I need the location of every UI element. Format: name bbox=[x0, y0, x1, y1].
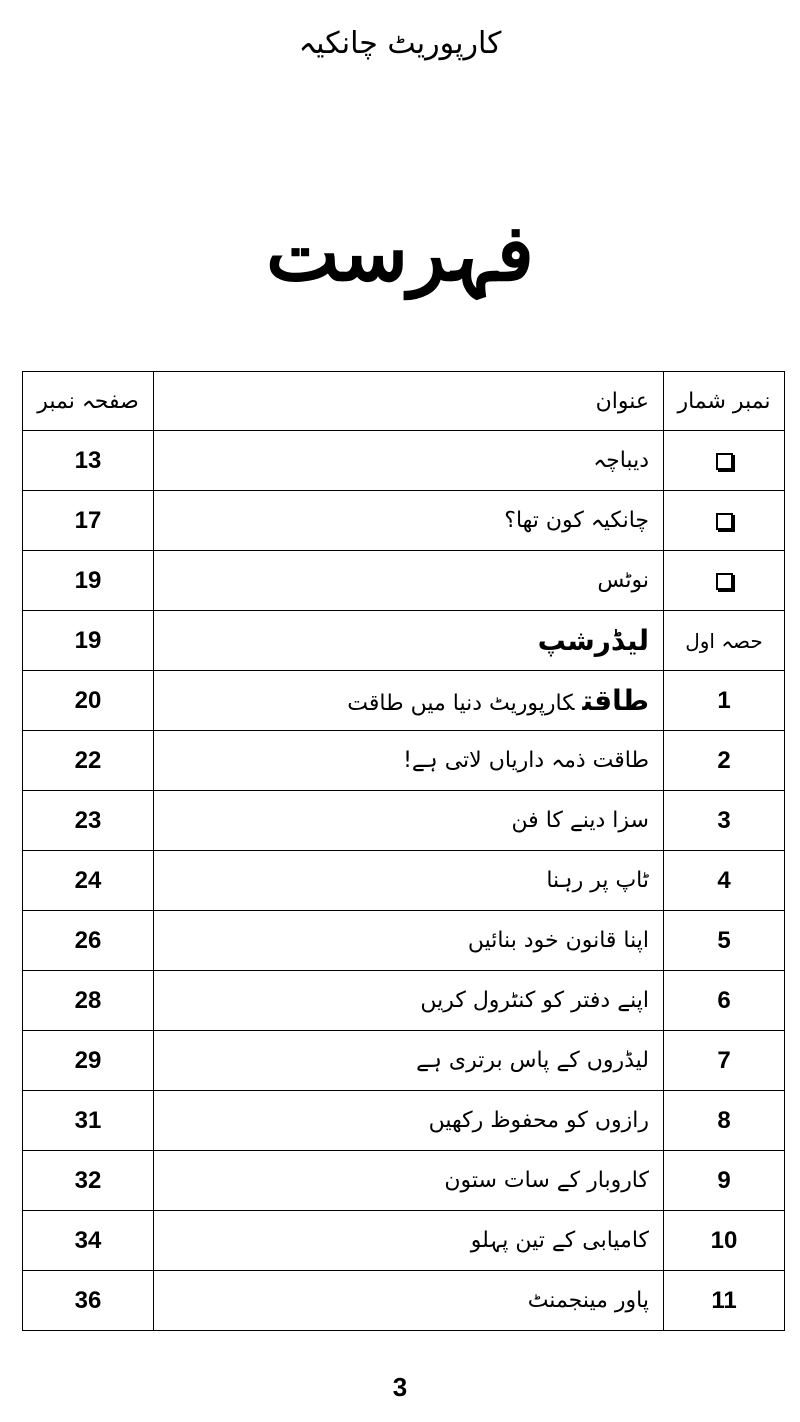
table-row bbox=[23, 431, 785, 491]
checkbox-icon bbox=[716, 573, 733, 590]
row-page-number: 31 bbox=[23, 1091, 154, 1151]
row-title bbox=[154, 551, 664, 611]
row-title-text: ٹاپ پر رہنا bbox=[546, 868, 649, 893]
table-header-row bbox=[23, 372, 785, 431]
contents-table bbox=[22, 371, 785, 1331]
row-title bbox=[154, 851, 664, 911]
row-title-text: رازوں کو محفوظ رکھیں bbox=[428, 1108, 649, 1133]
row-serial bbox=[664, 431, 785, 491]
row-serial: 7 bbox=[664, 1031, 785, 1091]
row-title-text: پاور مینجمنٹ bbox=[527, 1288, 649, 1313]
table-row bbox=[23, 1211, 785, 1271]
page-number: 3 bbox=[392, 1372, 408, 1402]
row-serial: 4 bbox=[664, 851, 785, 911]
table-row bbox=[23, 911, 785, 971]
row-title-text: لیڈروں کے پاس برتری ہے bbox=[416, 1048, 649, 1073]
row-serial: 5 bbox=[664, 911, 785, 971]
row-page-number: 23 bbox=[23, 791, 154, 851]
row-title bbox=[154, 491, 664, 551]
book-title: کارپوریٹ چانکیہ bbox=[298, 26, 502, 61]
column-header-serial: نمبر شمار bbox=[664, 372, 785, 431]
row-serial: 9 bbox=[664, 1151, 785, 1211]
row-section-label: حصہ اول bbox=[664, 611, 785, 671]
table-row bbox=[23, 851, 785, 911]
chapter-lead-title: طاقت bbox=[582, 684, 649, 717]
row-title-text: سزا دینے کا فن bbox=[511, 808, 649, 833]
table-row bbox=[23, 1091, 785, 1151]
row-page-number: 26 bbox=[23, 911, 154, 971]
row-title-text: اپنا قانون خود بنائیں bbox=[467, 928, 649, 953]
page-title: فہرست bbox=[266, 208, 534, 299]
column-header-page: صفحہ نمبر bbox=[23, 372, 154, 431]
row-title bbox=[154, 971, 664, 1031]
row-title bbox=[154, 1271, 664, 1331]
row-page-number: 36 bbox=[23, 1271, 154, 1331]
checkbox-icon bbox=[716, 453, 733, 470]
table-row bbox=[23, 671, 785, 731]
row-serial: 11 bbox=[664, 1271, 785, 1331]
table-row bbox=[23, 551, 785, 611]
row-title-text: دیباچہ bbox=[593, 448, 649, 473]
row-page-number: 13 bbox=[23, 431, 154, 491]
row-serial: 3 bbox=[664, 791, 785, 851]
row-title bbox=[154, 1151, 664, 1211]
table-row bbox=[23, 1271, 785, 1331]
table-row bbox=[23, 491, 785, 551]
row-title bbox=[154, 1031, 664, 1091]
row-title-text: کارپوریٹ دنیا میں طاقت bbox=[347, 691, 575, 716]
row-title bbox=[154, 431, 664, 491]
column-header-title: عنوان bbox=[154, 372, 664, 431]
section-title: لیڈرشپ bbox=[537, 624, 649, 657]
table-row-section bbox=[23, 611, 785, 671]
checkbox-icon bbox=[716, 513, 733, 530]
table-row bbox=[23, 791, 785, 851]
row-serial: 1 bbox=[664, 671, 785, 731]
row-page-number: 17 bbox=[23, 491, 154, 551]
row-title bbox=[154, 911, 664, 971]
table-row bbox=[23, 1031, 785, 1091]
row-title-text: اپنے دفتر کو کنٹرول کریں bbox=[420, 988, 649, 1013]
row-title-text: کاروبار کے سات ستون bbox=[444, 1168, 649, 1193]
row-page-number: 29 bbox=[23, 1031, 154, 1091]
row-page-number: 32 bbox=[23, 1151, 154, 1211]
table-row bbox=[23, 971, 785, 1031]
row-serial: 8 bbox=[664, 1091, 785, 1151]
row-title bbox=[154, 1091, 664, 1151]
row-serial: 6 bbox=[664, 971, 785, 1031]
row-page-number: 28 bbox=[23, 971, 154, 1031]
row-page-number: 34 bbox=[23, 1211, 154, 1271]
row-title bbox=[154, 791, 664, 851]
row-title-text: کامیابی کے تین پہلو bbox=[470, 1228, 649, 1253]
row-serial: 2 bbox=[664, 731, 785, 791]
row-page-number: 19 bbox=[23, 551, 154, 611]
table-row bbox=[23, 1151, 785, 1211]
row-title-text: طاقت ذمہ داریاں لاتی ہے! bbox=[403, 748, 649, 773]
table-row bbox=[23, 731, 785, 791]
row-serial: 10 bbox=[664, 1211, 785, 1271]
row-title bbox=[154, 671, 664, 731]
row-page-number: 20 bbox=[23, 671, 154, 731]
row-page-number: 22 bbox=[23, 731, 154, 791]
row-title bbox=[154, 731, 664, 791]
row-page-number: 24 bbox=[23, 851, 154, 911]
row-title-text: چانکیہ کون تھا؟ bbox=[504, 508, 649, 533]
row-title bbox=[154, 611, 664, 671]
row-serial bbox=[664, 551, 785, 611]
row-page-number: 19 bbox=[23, 611, 154, 671]
row-title bbox=[154, 1211, 664, 1271]
row-serial bbox=[664, 491, 785, 551]
row-title-text: نوٹس bbox=[597, 568, 649, 593]
